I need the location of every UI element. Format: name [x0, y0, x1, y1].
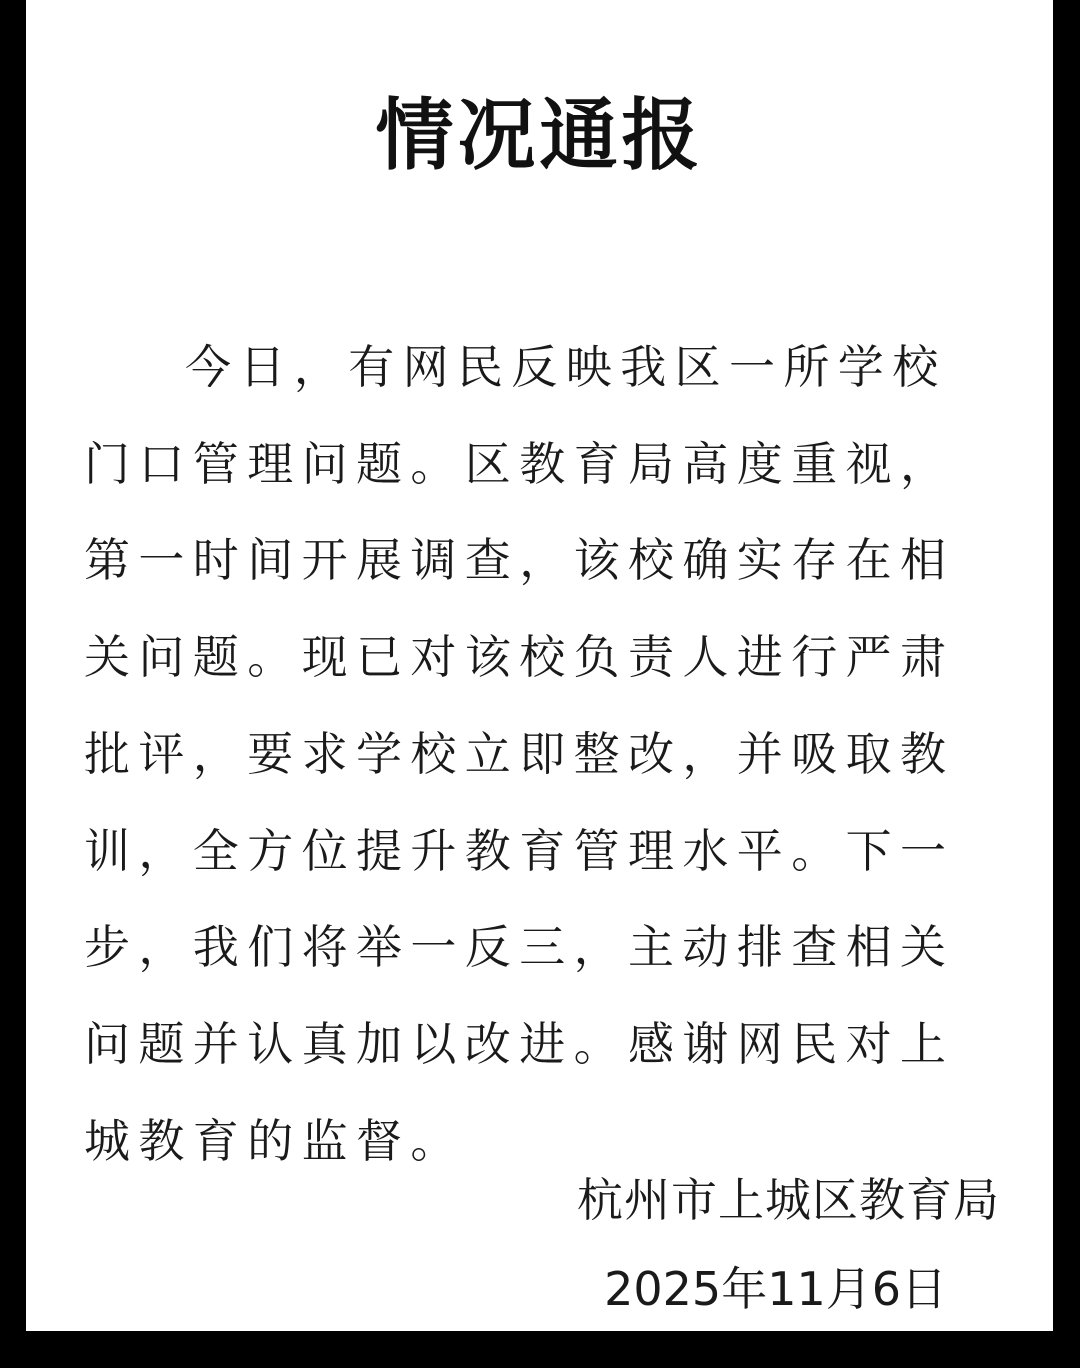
- issuer-signature: 杭州市上城区教育局: [577, 1173, 1000, 1227]
- notice-document: [26, 0, 1053, 1331]
- notice-title: 情况通报: [375, 91, 704, 181]
- issue-date: 2025年11月6日: [604, 1262, 947, 1316]
- notice-body: 今日，有网民反映我区一所学校门口管理问题。区教育局高度重视，第一时间开展调查，该校确实存在相关问题。现已对该校负责人进行严肃批评，要求学校立即整改，并吸取教训，全方位提升教育管理水平。下一步，我们将举一反三，主动排查相关问题并认真加以改进。感谢网民对上城教育的监督。: [84, 340, 955, 1168]
